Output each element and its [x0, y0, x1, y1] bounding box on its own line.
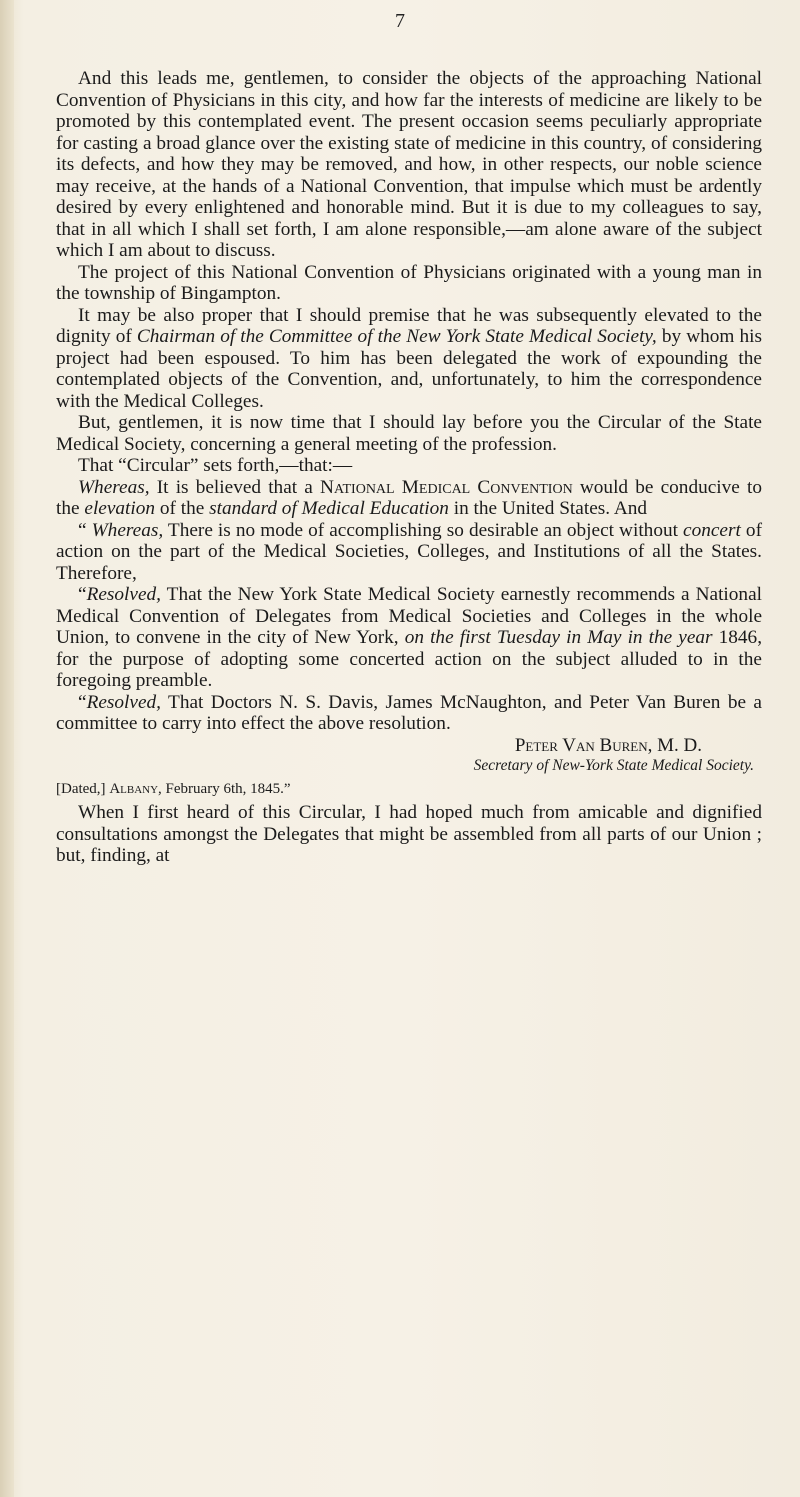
signature: Peter Van Buren, M. D.	[514, 734, 702, 756]
italic-run: Chairman of the Committee of the New York State Medical Society,	[136, 326, 657, 347]
page-body	[56, 68, 762, 867]
paragraph-resolved-second	[56, 692, 762, 735]
dated-line	[56, 776, 762, 802]
italic-run: concert	[683, 519, 741, 541]
small-caps-run: National Medical Convention	[320, 476, 573, 498]
paragraph-circular-intro: But, gentlemen, it is now time that I should lay before you the Circular of the State Medical Society, concerning a general meeting of the profession.	[56, 412, 762, 455]
italic-run: on the first Tuesday in May in the year	[404, 627, 713, 648]
text-run: 1846, for the purpose of adopting some concerted action on the subject alluded to in the foregoing preamble.	[56, 627, 763, 691]
italic-run: Whereas,	[91, 519, 164, 541]
italic-run: Resolved,	[86, 691, 161, 713]
text-run: “	[78, 691, 87, 713]
text-run: “	[78, 519, 92, 541]
signature-title: Secretary of New-York State Medical Society.	[473, 757, 754, 774]
text-run: It may be also proper that I should premise that he was subsequently elevated to the dignity of	[56, 304, 762, 347]
paragraph-whereas-second	[56, 520, 762, 585]
text-run: of the	[155, 498, 210, 519]
italic-run: Resolved,	[86, 584, 161, 605]
paragraph-first-heard: When I first heard of this Circular, I had hoped much from amicable and dignified consultations amongst the Delegates that might be assembled from all parts of our Union ; but, finding, at	[56, 802, 762, 866]
text-run: [Dated,]	[56, 781, 110, 797]
text-run: That Doctors N. S. Davis, James McNaughton, and Peter Van Buren be a committee to carry into effect the above resolution.	[56, 691, 762, 734]
paragraph-whereas-first	[56, 477, 762, 520]
text-run: It is believed that a	[149, 476, 321, 498]
text-run: February 6th, 1845.”	[161, 781, 291, 797]
text-run: of action on the part of the Medical Societies, Colleges, and Institutions of all the States. Therefore,	[56, 519, 762, 584]
paragraph-chairman	[56, 305, 762, 413]
small-caps-run: Albany,	[109, 781, 162, 797]
paragraph-resolved-first	[56, 584, 762, 692]
paragraph-project-origin: The project of this National Convention of Physicians originated with a young man in the township of Bingampton.	[56, 261, 762, 304]
paragraph-convention-objects: And this leads me, gentlemen, to consider the objects of the approaching National Convention of Physicians in this city, and how far the interests of medicine are likely to be promoted by this contemplated event. The present occasion seems peculiarly appropriate for casting a broad glance over the existing state of medicine in this country, of considering its defects, and how they may be removed, and how, in other respects, our noble science may receive, at the hands of a National Convention, that impulse which must be ardently desired by every enlightened and honorable mind. But it is due to my colleagues to say, that in all which I shall set forth, I am alone responsible,—am alone aware of the subject which I am about to discuss.	[56, 68, 762, 261]
italic-run: standard of Medical Education	[209, 498, 449, 519]
page-number: 7	[395, 10, 405, 32]
italic-run: elevation	[84, 498, 156, 519]
italic-run: Whereas,	[78, 476, 150, 498]
text-run: by whom his project had been espoused. To him has been delegated the work of expounding the contemplated objects of the Convention, and, unfortunately, to him the correspondence with the Medical Colleges.	[56, 326, 763, 412]
text-run: in the United States. And	[448, 498, 648, 519]
text-run: would be conducive to the	[56, 476, 763, 519]
text-run: “	[78, 584, 87, 605]
binding-edge	[0, 0, 14, 1497]
text-run: There is no mode of accomplishing so desirable an object without	[163, 519, 684, 541]
text-run: That the New York State Medical Society earnestly recommends a National Medical Convention of Delegates from Medical Societies and Colleges in the whole Union, to convene in the city of New York,	[56, 584, 762, 648]
paragraph-circular-sets-forth: That “Circular” sets forth,—that:—	[78, 455, 353, 476]
